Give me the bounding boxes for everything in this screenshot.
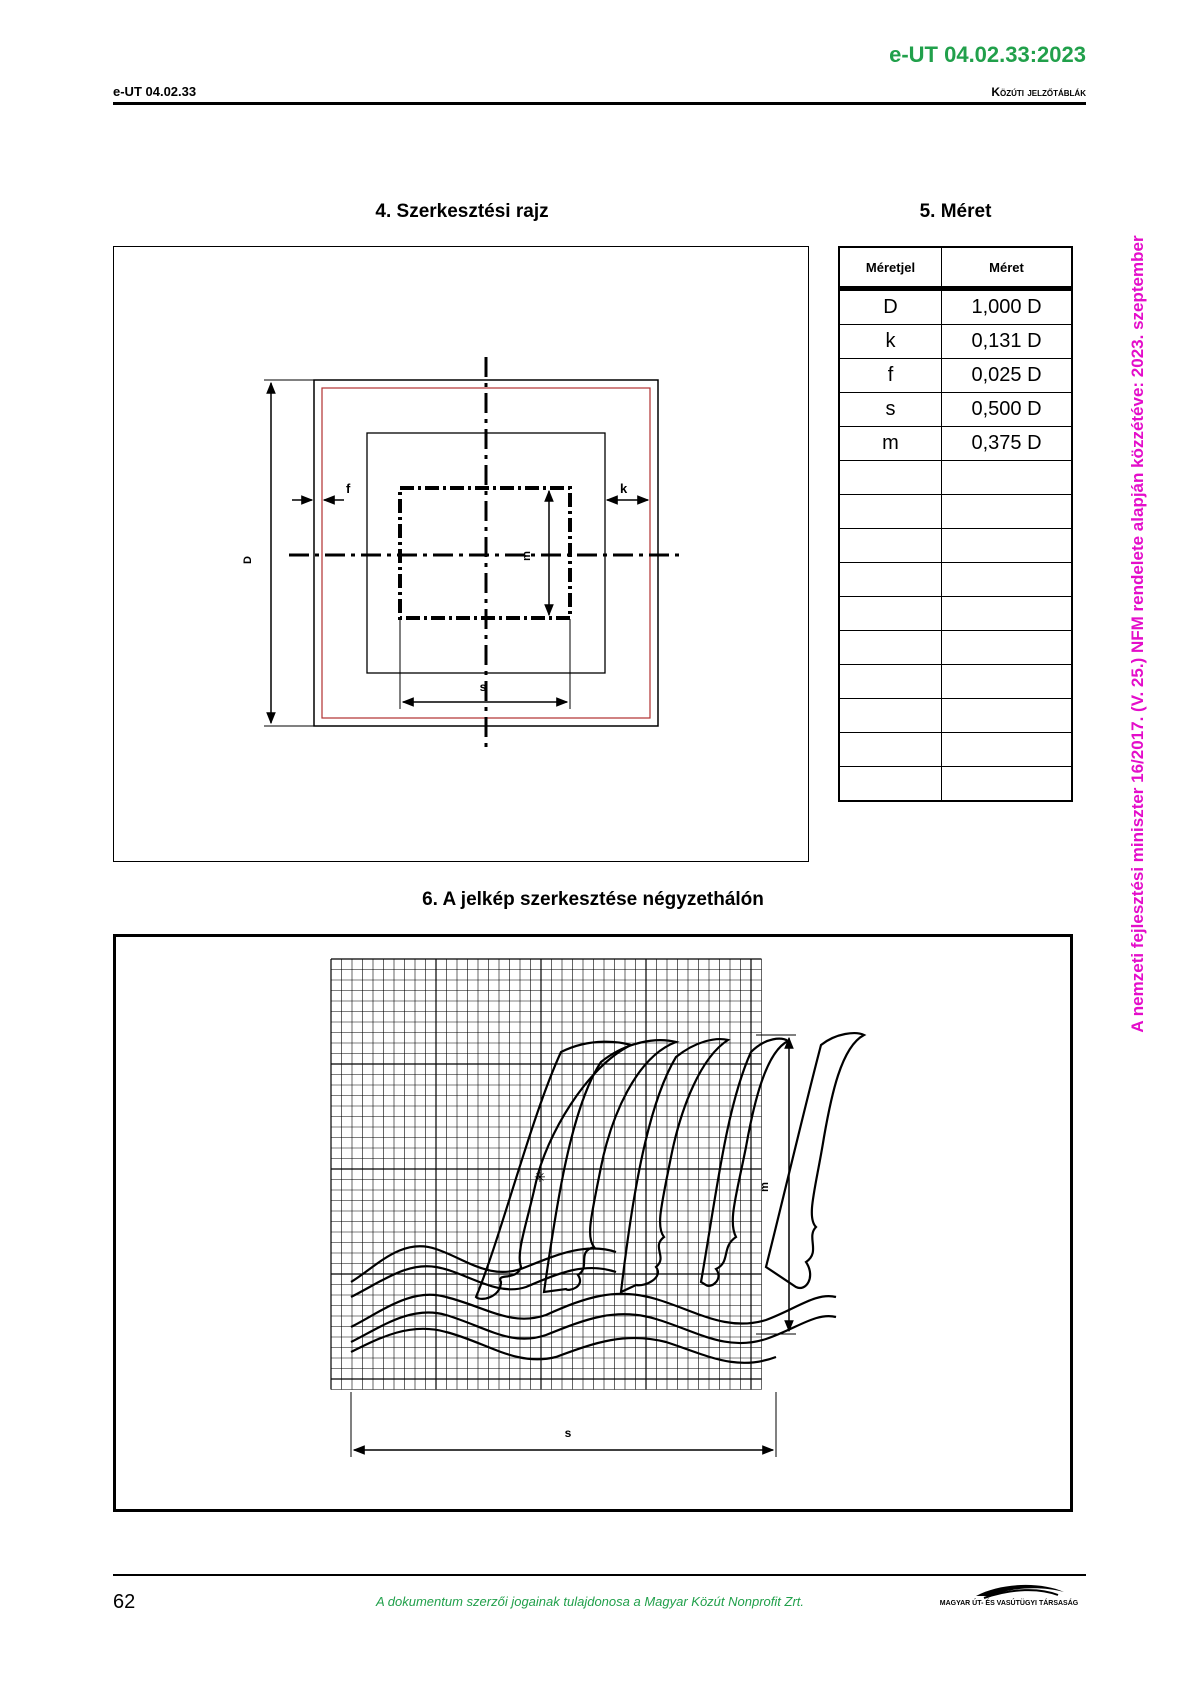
table-row-empty: [839, 665, 1072, 699]
table-row-empty: [839, 733, 1072, 767]
header-rule: [113, 102, 1086, 105]
table-row: [839, 325, 1072, 359]
document-code-top: e-UT 04.02.33:2023: [889, 42, 1086, 67]
label-D: D: [242, 556, 254, 564]
table-row-empty: [839, 461, 1072, 495]
section4-title: 4. Szerkesztési rajz: [375, 201, 549, 222]
table-row-empty: [839, 767, 1072, 802]
section5-title: 5. Méret: [919, 201, 992, 222]
row-value: 1,000 D: [942, 289, 1073, 325]
star-icon: ✳: [534, 1169, 546, 1185]
header-document-code: e-UT 04.02.33: [113, 84, 197, 99]
society-logo-icon: [932, 1582, 1086, 1614]
dimension-table: [838, 246, 1073, 802]
footer-copyright-note: A dokumentum szerzői jogainak tulajdonosa a Magyar Közút Nonprofit Zrt.: [375, 1594, 804, 1609]
symbol-outline: [476, 1033, 864, 1299]
table-header-row: [839, 247, 1072, 289]
table-row-empty: [839, 631, 1072, 665]
table-row-empty: [839, 529, 1072, 563]
table-row-empty: [839, 699, 1072, 733]
construction-drawing-frame: [113, 246, 809, 862]
table-row: [839, 359, 1072, 393]
row-value: 0,025 D: [942, 359, 1073, 393]
row-symbol: k: [839, 325, 942, 359]
table-row: [839, 427, 1072, 461]
label-k: k: [620, 481, 628, 496]
table-row-empty: [839, 597, 1072, 631]
row-symbol: s: [839, 393, 942, 427]
section6-title: 6. A jelkép szerkesztése négyzethálón: [422, 889, 764, 910]
grid-drawing-frame: [113, 934, 1073, 1512]
label-m: m: [759, 1182, 771, 1192]
square-grid: [331, 959, 762, 1390]
label-m: m: [521, 551, 533, 561]
row-value: 0,375 D: [942, 427, 1073, 461]
header-chapter-title: Közúti jelzőtáblák: [991, 85, 1086, 99]
column-header-symbol: Méretjel: [839, 247, 942, 289]
table-row: [839, 289, 1072, 325]
construction-drawing: [114, 247, 810, 863]
publication-side-note: A nemzeti fejlesztési miniszter 16/2017. (V. 25.) NFM rendelete alapján közzétéve: 2023. szeptember: [1128, 235, 1147, 1033]
label-s: s: [564, 1426, 572, 1440]
table-row-empty: [839, 495, 1072, 529]
society-logo-text: MAGYAR ÚT- ÉS VASÚTÜGYI TÁRSASÁG: [939, 1600, 1079, 1607]
row-symbol: D: [839, 289, 942, 325]
table-row: [839, 393, 1072, 427]
table-row-empty: [839, 563, 1072, 597]
row-value: 0,131 D: [942, 325, 1073, 359]
grid-drawing: [116, 937, 1070, 1509]
page-number: 62: [113, 1591, 136, 1613]
row-value: 0,500 D: [942, 393, 1073, 427]
label-s: s: [479, 680, 487, 694]
row-symbol: m: [839, 427, 942, 461]
footer-rule: [113, 1574, 1086, 1576]
column-header-value: Méret: [942, 247, 1073, 289]
row-symbol: f: [839, 359, 942, 393]
label-f: f: [346, 481, 351, 496]
